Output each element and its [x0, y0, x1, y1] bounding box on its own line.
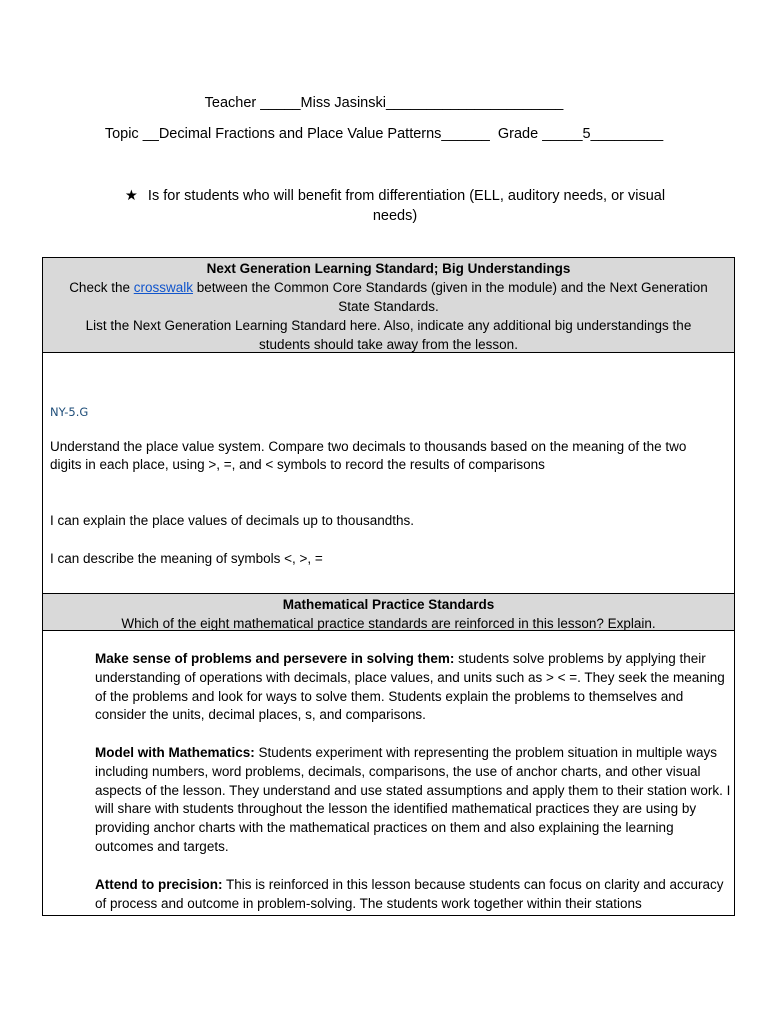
- differentiation-note-text: Is for students who will benefit from differentiation (ELL, auditory needs, or visual needs): [147, 188, 666, 224]
- learning-target: I can describe the meaning of symbols <, >, =: [50, 551, 323, 566]
- practice-name: Model with Mathematics:: [95, 745, 255, 760]
- learning-target: I can explain the place values of decimals up to thousandths.: [50, 513, 414, 528]
- crosswalk-instruction: [61, 278, 716, 316]
- practice-section-body: [43, 631, 734, 915]
- star-icon: ★: [124, 188, 138, 204]
- standard-code: NY-5.G: [50, 405, 89, 419]
- practice-section-header: [43, 593, 734, 631]
- lesson-plan-table: [42, 257, 735, 916]
- standard-text: Understand the place value system. Compare two decimals to thousands based on the meaning of the two digits in each place, using >, =, and < symbols to record the results of comparisons: [50, 439, 687, 472]
- standards-section-header: [43, 258, 734, 353]
- standards-instruction: List the Next Generation Learning Standard here. Also, indicate any additional big understandings the students should take away from the lesson.: [85, 318, 692, 352]
- practice-section-title: Mathematical Practice Standards: [282, 597, 495, 612]
- topic-grade-line: Topic __Decimal Fractions and Place Value Patterns______ Grade _____5_________: [104, 126, 664, 142]
- practice-item: [95, 744, 731, 857]
- standards-section-title: Next Generation Learning Standard; Big Understandings: [206, 261, 571, 276]
- crosswalk-instruction-prefix: Check the: [69, 280, 134, 295]
- crosswalk-link[interactable]: crosswalk: [133, 280, 193, 295]
- differentiation-note: [110, 186, 680, 226]
- practice-description: students solve problems by applying their understanding of operations with decimals, place values, and units such as > < =. They seek the meaning of the problems and look for ways to solve them. Students explain the problems to themselves and consider the units, decimal places, s, and comparisons.: [95, 651, 725, 723]
- practice-description: This is reinforced in this lesson because students can focus on clarity and accuracy of process and outcome in problem-solving. The students work together within their stations: [95, 877, 724, 911]
- teacher-line: Teacher _____Miss Jasinski______________________: [204, 95, 564, 111]
- crosswalk-instruction-suffix: between the Common Core Standards (given in the module) and the Next Generation State Standards.: [193, 280, 708, 314]
- practice-name: Make sense of problems and persevere in solving them:: [95, 651, 455, 666]
- standards-section-body: [43, 353, 734, 593]
- practice-section-question: Which of the eight mathematical practice standards are reinforced in this lesson? Explain.: [121, 616, 656, 631]
- practice-item: [95, 650, 731, 725]
- practice-name: Attend to precision:: [95, 877, 223, 892]
- practice-description: Students experiment with representing the problem situation in multiple ways including numbers, word problems, decimals, comparisons, the use of anchor charts, and other visual aspects of the lesson. They understand and use stated assumptions and apply them to their station work. I will share with students throughout the lesson the identified mathematical practices they are using by providing anchor charts with the mathematical practices on them and also explaining the learning outcomes and targets.: [95, 745, 731, 854]
- practice-item: [95, 876, 731, 914]
